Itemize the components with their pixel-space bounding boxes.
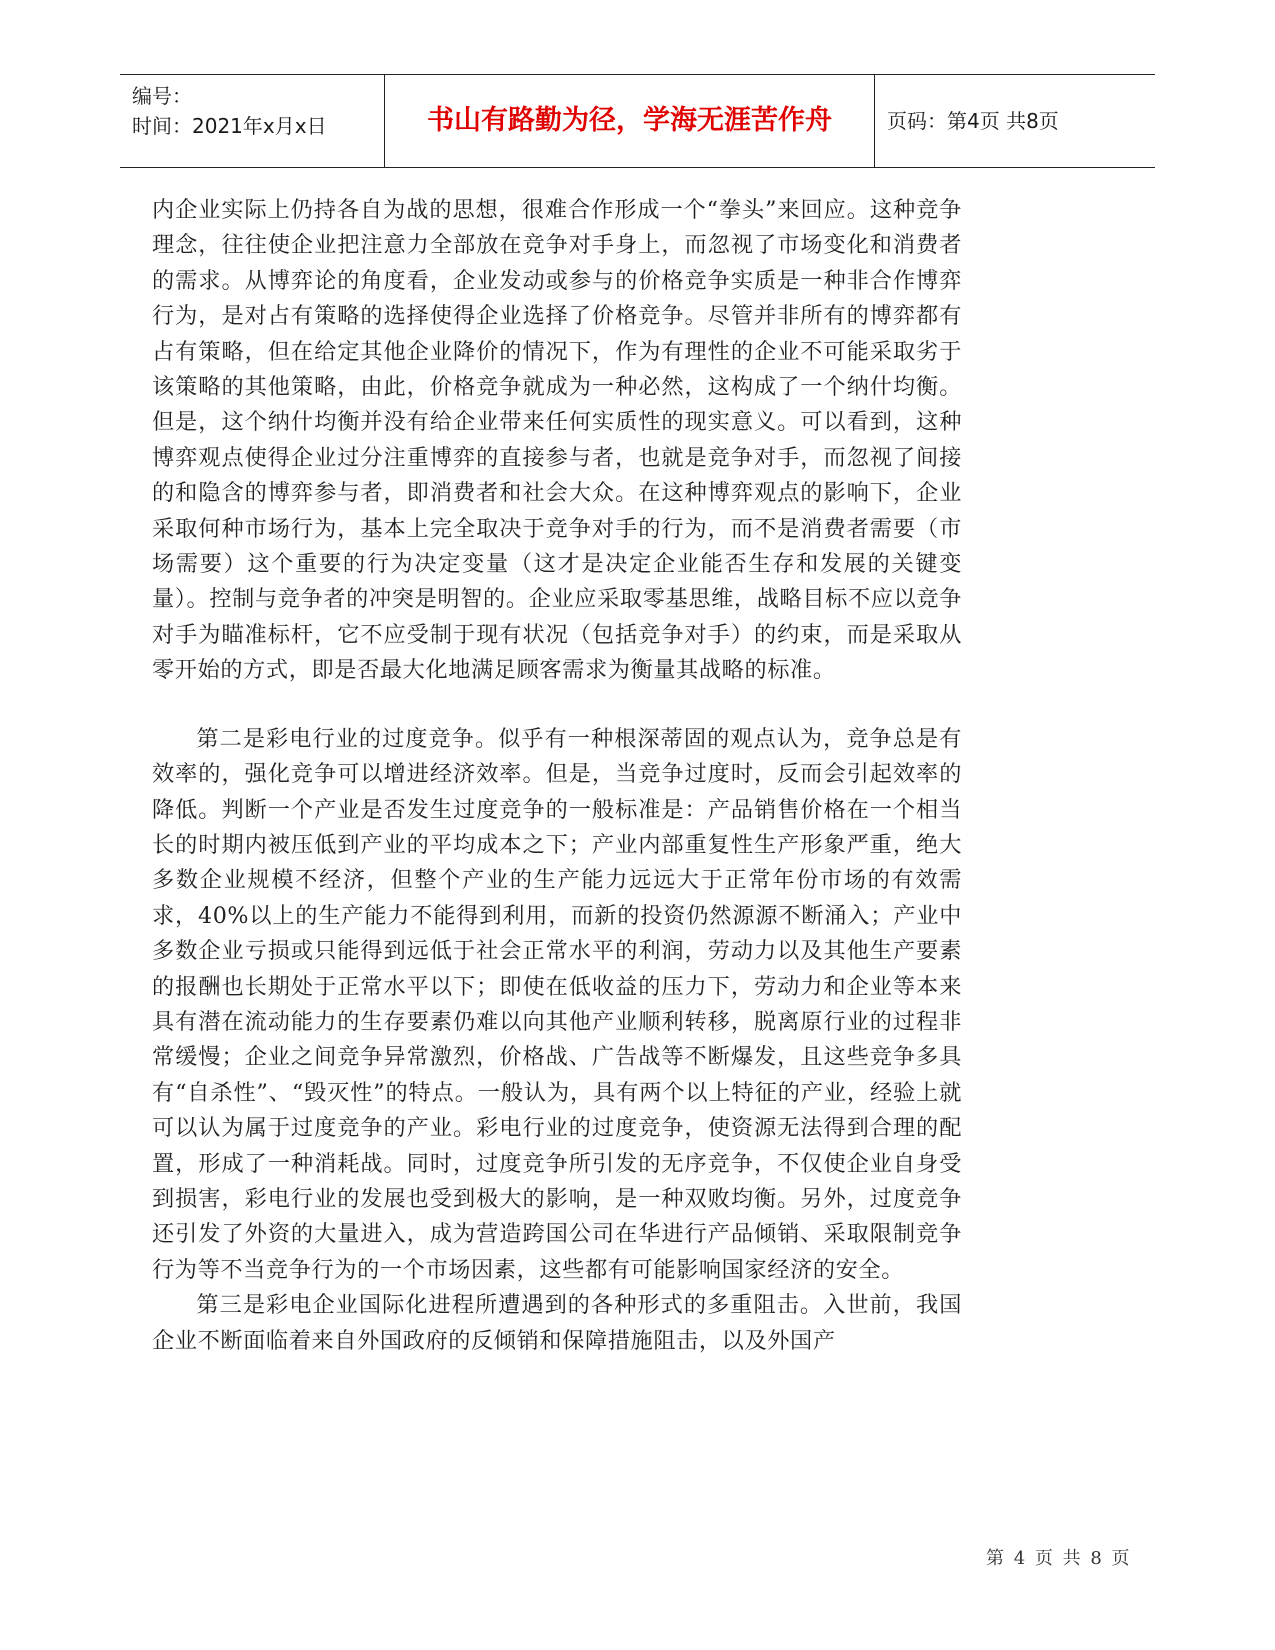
paragraph-second-point: 第二是彩电行业的过度竞争。似乎有一种根深蒂固的观点认为，竞争总是有效率的，强化竞争可以增进经济效率。但是，当竞争过度时，反而会引起效率的降低。判断一个产业是否发生过度竞争的一般标准是：产品销售价格在一个相当长的时期内被压低到产业的平均成本之下；产业内部重复性生产形象严重，绝大多数企业规模不经济，但整个产业的生产能力远远大于正常年份市场的有效需求，40%以上的生产能力不能得到利用，而新的投资仍然源源不断涌入；产业中多数企业亏损或只能得到远低于社会正常水平的利润，劳动力以及其他生产要素的报酬也长期处于正常水平以下；即使在低收益的压力下，劳动力和企业等本来具有潜在流动能力的生存要素仍难以向其他产业顺利转移，脱离原行业的过程非常缓慢；企业之间竞争异常激烈，价格战、广告战等不断爆发，且这些竞争多具有“自杀性”、“毁灭性”的特点。一般认为，具有两个以上特征的产业，经验上就可以认为属于过度竞争的产业。彩电行业的过度竞争，使资源无法得到合理的配置，形成了一种消耗战。同时，过度竞争所引发的无序竞争，不仅使企业自身受到损害，彩电行业的发展也受到极大的影响，是一种双败均衡。另外，过度竞争还引发了外资的大量进入，成为营造跨国公司在华进行产品倾销、采取限制竞争行为等不当竞争行为的一个市场因素，这些都有可能影响国家经济的安全。 (152, 725, 962, 1283)
paragraph-continuation: 内企业实际上仍持各自为战的思想，很难合作形成一个“拳头”来回应。这种竞争理念，往往使企业把注意力全部放在竞争对手身上，而忽视了市场变化和消费者的需求。从博弈论的角度看，企业发动或参与的价格竞争实质是一种非合作博弈行为，是对占有策略的选择使得企业选择了价格竞争。尽管并非所有的博弈都有占有策略，但在给定其他企业降价的情况下，作为有理性的企业不可能采取劣于该策略的其他策略，由此，价格竞争就成为一种必然，这构成了一个纳什均衡。但是，这个纳什均衡并没有给企业带来任何实质性的现实意义。可以看到，这种博弈观点使得企业过分注重博弈的直接参与者，也就是竞争对手，而忽视了间接的和隐含的博弈参与者，即消费者和社会大众。在这种博弈观点的影响下，企业采取何种市场行为，基本上完全取决于竞争对手的行为，而不是消费者需要（市场需要）这个重要的行为决定变量（这才是决定企业能否生存和发展的关键变量）。控制与竞争者的冲突是明智的。企业应采取零基思维，战略目标不应以竞争对手为瞄准标杆，它不应受制于现有状况（包括竞争对手）的约束，而是采取从零开始的方式，即是否最大化地满足顾客需求为衡量其战略的标准。 (152, 197, 962, 684)
header-page-info: 页码：第4页 共8页 (887, 109, 1059, 133)
document-body (152, 193, 962, 1359)
page-footer-number: 第 4 页 共 8 页 (986, 1548, 1132, 1569)
document-number-label: 编号： (132, 84, 192, 108)
paragraph-third-point: 第三是彩电企业国际化进程所遭遇到的各种形式的多重阻击。入世前，我国企业不断面临着来自外国政府的反倾销和保障措施阻击，以及外国产 (152, 1292, 962, 1354)
document-header (120, 74, 1155, 168)
header-meta-cell (120, 75, 385, 167)
document-time-label: 时间：2021年x月x日 (132, 114, 327, 138)
header-motto: 书山有路勤为径，学海无涯苦作舟 (385, 75, 875, 167)
